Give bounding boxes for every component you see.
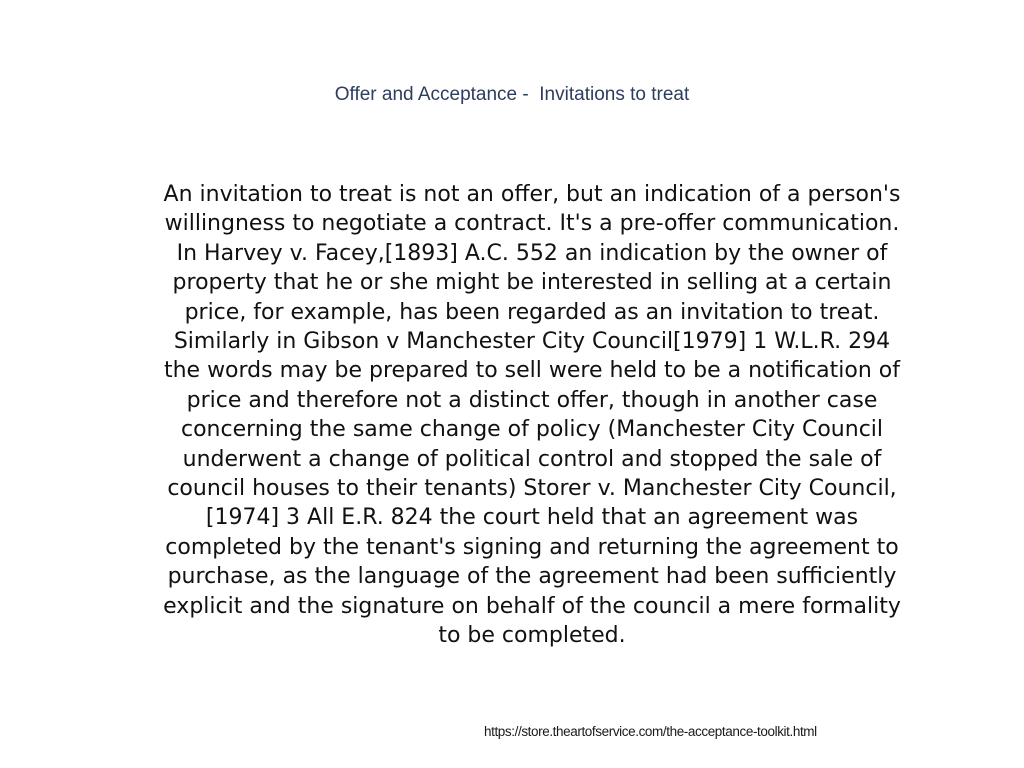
body-line: underwent a change of political control and stopped the sale of [182,446,882,472]
body-line: price, for example, has been regarded as an invitation to treat. [184,299,880,325]
body-line: the words may be prepared to sell were held to be a notification of [163,358,901,384]
body-line: explicit and the signature on behalf of the council a mere formality [163,593,901,619]
slide-title: Offer and Acceptance - Invitations to treat [334,84,690,105]
body-line: price and therefore not a distinct offer, though in another case [186,387,878,413]
body-line: Similarly in Gibson v Manchester City Council[1979] 1 W.L.R. 294 [173,329,891,355]
body-line: council houses to their tenants) Storer v. Manchester City Council, [167,476,897,502]
body-paragraph [100,180,964,651]
footer-source-link[interactable]: https://store.theartofservice.com/the-acceptance-toolkit.html [484,724,817,739]
body-line: purchase, as the language of the agreement had been sufficiently [167,564,897,590]
body-line: concerning the same change of policy (Manchester City Council [180,417,884,443]
body-line: to be completed. [438,623,626,649]
body-line: [1974] 3 All E.R. 824 the court held that an agreement was [205,505,859,531]
body-line: property that he or she might be interested in selling at a certain [172,270,892,296]
body-line: An invitation to treat is not an offer, but an indication of a person's [163,182,901,207]
body-line: In Harvey v. Facey,[1893] A.C. 552 an indication by the owner of [176,240,888,266]
body-line: completed by the tenant's signing and returning the agreement to [165,534,899,560]
body-line: willingness to negotiate a contract. It's a pre-offer communication. [164,211,900,237]
